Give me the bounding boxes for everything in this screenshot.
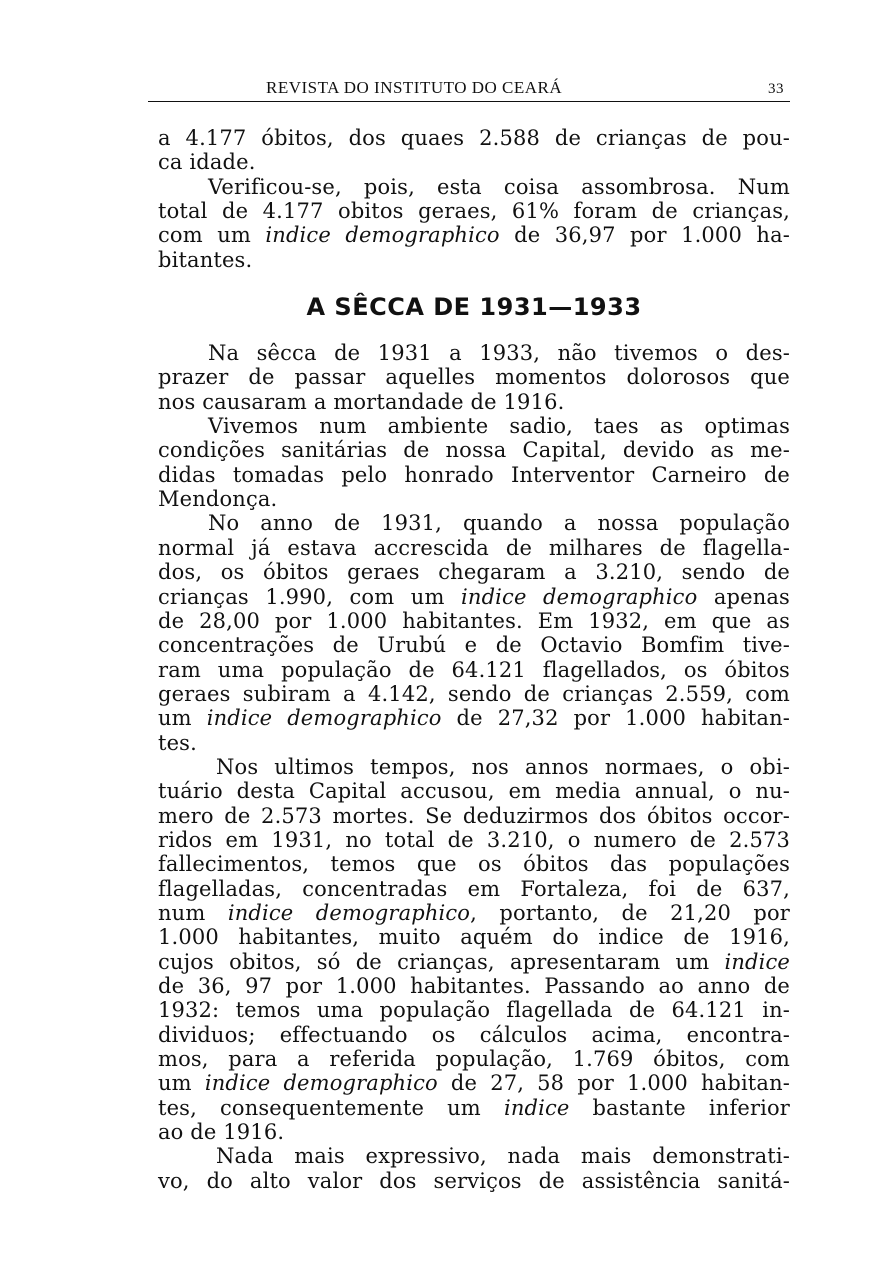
- section-heading: A SÊCCA DE 1931—1933: [306, 293, 642, 322]
- text-line: No anno de 1931, quando a nossa população: [208, 511, 790, 536]
- text-line: Mendonça.: [158, 487, 278, 512]
- text-line: cujos obitos, só de crianças, apresentaram um indice: [158, 949, 790, 974]
- text-line: condições sanitárias de nossa Capital, devido as me-: [158, 438, 790, 463]
- text-line: flagelladas, concentradas em Fortaleza, foi de 637,: [158, 876, 790, 901]
- page: [158, 78, 790, 1193]
- text-line: geraes subiram a 4.142, sendo de crianças 2.559, com: [158, 681, 790, 706]
- text-line: com um indice demographico de 36,97 por 1.000 ha-: [158, 223, 790, 248]
- text-line: ridos em 1931, no total de 3.210, o numero de 2.573: [158, 827, 790, 852]
- text-line: a 4.177 óbitos, dos quaes 2.588 de crianças de pou-: [158, 126, 790, 150]
- text-line: mero de 2.573 mortes. Se deduzirmos dos óbitos occor-: [158, 803, 790, 828]
- text-line: num indice demographico, portanto, de 21,20 por: [158, 900, 790, 925]
- journal-title: REVISTA DO INSTITUTO DO CEARÁ: [266, 78, 563, 97]
- text-line: 1.000 habitantes, muito aquém do indice de 1916,: [158, 925, 790, 950]
- text-line: bitantes.: [158, 247, 253, 272]
- text-line: didas tomadas pelo honrado Interventor Carneiro de: [158, 462, 790, 487]
- text-line: mos, para a referida população, 1.769 óbitos, com: [158, 1047, 790, 1072]
- text-line: tes, consequentemente um indice bastante inferior: [158, 1095, 791, 1120]
- text-line: concentrações de Urubú e de Octavio Bomfim tive-: [158, 633, 790, 658]
- text-line: vo, do alto valor dos serviços de assistência sanitá-: [158, 1168, 790, 1193]
- text-line: dividuos; effectuando os cálculos acima, encontra-: [158, 1022, 790, 1047]
- text-line: ao de 1916.: [158, 1120, 285, 1145]
- text-line: Na sêcca de 1931 a 1933, não tivemos o des-: [208, 341, 790, 366]
- text-line: dos, os óbitos geraes chegaram a 3.210, sendo de: [158, 560, 790, 585]
- text-line: fallecimentos, temos que os óbitos das populações: [158, 852, 790, 877]
- text-line: prazer de passar aquelles momentos dolorosos que: [158, 365, 790, 390]
- text-line: 1932: temos uma população flagellada de 64.121 in-: [158, 998, 790, 1023]
- text-line: normal já estava accrescida de milhares de flagella-: [158, 535, 790, 560]
- text-line: nos causaram a mortandade de 1916.: [158, 389, 565, 414]
- text-line: Vivemos num ambiente sadio, taes as optimas: [208, 414, 790, 439]
- text-line: ca idade.: [158, 150, 256, 175]
- text-line: de 36, 97 por 1.000 habitantes. Passando ao anno de: [158, 974, 790, 998]
- text-line: um indice demographico de 27,32 por 1.000 habitan-: [158, 706, 790, 731]
- running-header: [148, 78, 790, 102]
- text-line: crianças 1.990, com um indice demographico apenas: [158, 584, 790, 609]
- text-line: Verificou-se, pois, esta coisa assombrosa. Num: [208, 174, 790, 199]
- text-line: tuário desta Capital accusou, em media annual, o nu-: [158, 779, 790, 804]
- text-line: total de 4.177 obitos geraes, 61% foram de crianças,: [158, 199, 790, 224]
- text-line: ram uma população de 64.121 flagellados, os óbitos: [158, 657, 790, 682]
- page-number: 33: [768, 81, 784, 97]
- text-line: tes.: [158, 730, 197, 755]
- text-line: um indice demographico de 27, 58 por 1.000 habitan-: [158, 1071, 790, 1096]
- text-line: de 28,00 por 1.000 habitantes. Em 1932, em que as: [158, 608, 790, 633]
- article-body: [158, 126, 790, 1193]
- text-line: Nada mais expressivo, nada mais demonstrati-: [216, 1144, 790, 1169]
- text-line: Nos ultimos tempos, nos annos normaes, o obi-: [216, 754, 790, 779]
